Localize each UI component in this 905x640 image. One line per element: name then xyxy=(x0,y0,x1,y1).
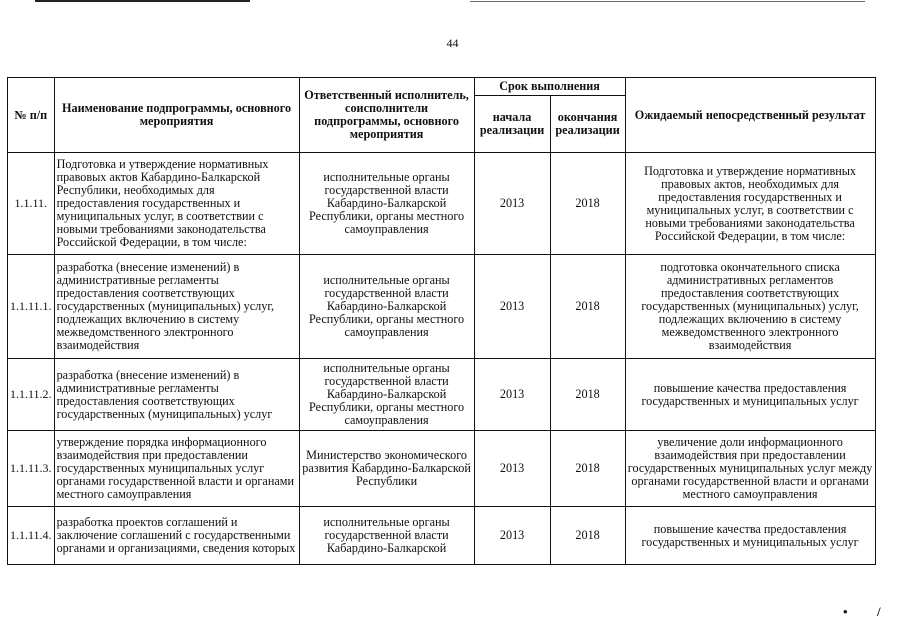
row-start: 2013 xyxy=(474,507,550,565)
row-result: подготовка окончательного списка административных регламентов предоставления соответствующих государственных (муниципальных) услуг, подлежащих включению в систему межведомственного электронного взаимодействия xyxy=(625,255,875,359)
footer-mark: / xyxy=(877,604,881,619)
row-result: увеличение доли информационного взаимодействия при предоставлении государственных муниципальных услуг между органами государственной власти и органами местного самоуправления xyxy=(625,431,875,507)
row-result: Подготовка и утверждение нормативных правовых актов, необходимых для предоставления государственных и муниципальных услуг, в соответствии с новыми требованиями законодательства Российской Федерации, в том числе: xyxy=(625,153,875,255)
row-end: 2018 xyxy=(550,359,625,431)
header-end: окончания реализации xyxy=(550,96,625,153)
footer-mark: • xyxy=(843,604,848,619)
row-name: разработка проектов соглашений и заключение соглашений с государственными органами и организациями, сведения которых xyxy=(54,507,299,565)
row-start: 2013 xyxy=(474,255,550,359)
table-row xyxy=(8,153,876,255)
row-end: 2018 xyxy=(550,153,625,255)
table-row xyxy=(8,507,876,565)
row-executor: исполнительные органы государственной власти Кабардино-Балкарской Республики, органы местного самоуправления xyxy=(299,255,474,359)
row-name: разработка (внесение изменений) в административные регламенты предоставления соответствующих государственных (муниципальных) услуг xyxy=(54,359,299,431)
header-name: Наименование подпрограммы, основного мероприятия xyxy=(54,78,299,153)
row-name: разработка (внесение изменений) в административные регламенты предоставления соответствующих государственных (муниципальных) услуг, подлежащих включению в систему межведомственного электронного взаимодействия xyxy=(54,255,299,359)
page-number: 44 xyxy=(446,36,459,50)
table-row xyxy=(8,431,876,507)
header-result: Ожидаемый непосредственный результат xyxy=(625,78,875,153)
header-period: Срок выполнения xyxy=(474,78,625,96)
row-number: 1.1.11.4. xyxy=(8,507,55,565)
row-result: повышение качества предоставления государственных и муниципальных услуг xyxy=(625,507,875,565)
row-executor: исполнительные органы государственной власти Кабардино-Балкарской Республики, органы местного самоуправления xyxy=(299,359,474,431)
row-start: 2013 xyxy=(474,153,550,255)
row-name: Подготовка и утверждение нормативных правовых актов Кабардино-Балкарской Республики, необходимых для предоставления государственных и муниципальных услуг, в соответствии с новыми требованиями законодательства Российской Федерации, в том числе: xyxy=(54,153,299,255)
header-num: № п/п xyxy=(8,78,55,153)
header-executor: Ответственный исполнитель, соисполнители подпрограммы, основного мероприятия xyxy=(299,78,474,153)
row-number: 1.1.11.2. xyxy=(8,359,55,431)
row-end: 2018 xyxy=(550,431,625,507)
table-row xyxy=(8,359,876,431)
top-rule-right xyxy=(470,1,865,2)
row-number: 1.1.11.1. xyxy=(8,255,55,359)
row-start: 2013 xyxy=(474,431,550,507)
row-name: утверждение порядка информационного взаимодействия при предоставлении государственных муниципальных услуг органами государственной власти и органами местного самоуправления xyxy=(54,431,299,507)
top-rule-left xyxy=(35,0,250,2)
header-start: начала реализации xyxy=(474,96,550,153)
row-number: 1.1.11.3. xyxy=(8,431,55,507)
row-executor: исполнительные органы государственной власти Кабардино-Балкарской Республики, органы местного самоуправления xyxy=(299,153,474,255)
table-row xyxy=(8,255,876,359)
row-start: 2013 xyxy=(474,359,550,431)
row-result: повышение качества предоставления государственных и муниципальных услуг xyxy=(625,359,875,431)
row-executor: Министерство экономического развития Кабардино-Балкарской Республики xyxy=(299,431,474,507)
row-number: 1.1.11. xyxy=(8,153,55,255)
row-end: 2018 xyxy=(550,255,625,359)
row-executor: исполнительные органы государственной власти Кабардино-Балкарской xyxy=(299,507,474,565)
row-end: 2018 xyxy=(550,507,625,565)
program-table xyxy=(7,77,876,565)
